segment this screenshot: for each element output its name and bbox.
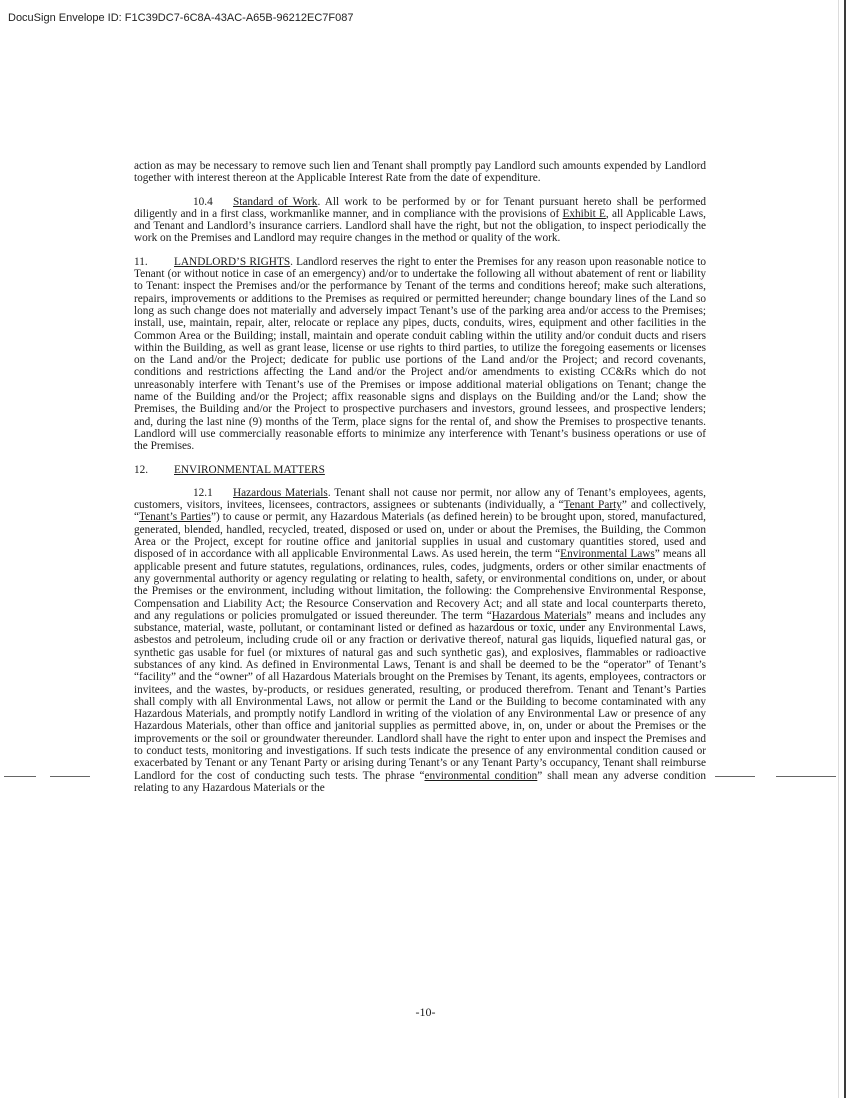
section-title: Hazardous Materials [233,486,328,499]
margin-rule [844,0,846,1098]
exhibit-reference: Exhibit E [562,207,606,220]
section-text: ” shall mean any adverse condition relating to any Hazardous Materials or the [134,769,707,794]
envelope-id: DocuSign Envelope ID: F1C39DC7-6C8A-43AC-A65B-96212EC7F087 [8,12,354,24]
section-text: . All work to be performed by or for Tenant pursuant hereto shall be performed diligently and in a first class, workmanlike manner, and in compliance with the provisions of [134,195,706,220]
section-text: . Landlord reserves the right to enter the Premises for any reason upon reasonable notice to Tenant (or without notice in case of an emergency) and/or to undertake the following all without abatement of rent or liability to Tenant: inspect the Premises and/or the performance by Tenant of the terms and conditions hereof; make such alterations, repairs, improvements or additions to the Premises as required or permitted hereunder; change boundary lines of the Land so long as such change does not materially and adversely impact Tenant’s use of the parking area and/or access to the Premises; install, use, maintain, repair, alter, relocate or replace any pipes, ducts, conduits, wires, equipment and other facilities in the Common Area or the Building; install, maintain and operate conduit cabling within the utility and/or conduit ducts and risers within the Building, as well as grant lease, license or use rights to third parties, to utilize the foregoing easements or licenses on the Land and/or the Project; dedicate for public use portions of the Land and/or the Project; and record covenants, conditions and restrictions affecting the Land and/or the Project and/or amendments to existing CC&Rs which do not unreasonably interfere with Tenant’s use of the Premises or impose additional material obligations on Tenant; change the name of the Building and/or the Project; affix reasonable signs and displays on the Building and/or the Land; show the Premises, the Building and/or the Project to prospective purchasers and investors, ground lessees, and prospective lenders; and, during the last nine (9) months of the Term, place signs for the rental of, and show the Premises to prospective tenants. Landlord will use commercially reasonable efforts to minimize any interference with Tenant’s business operations or use of the Premises. [134,255,706,453]
section-number: 12. [134,463,149,476]
fold-mark-left [4,776,36,777]
defined-term: environmental condition [424,769,538,782]
document-page [134,160,706,805]
section-text: ” and collectively, “ [134,499,707,524]
section-title: ENVIRONMENTAL MATTERS [174,463,325,476]
section-12-1 [134,487,706,794]
continuation-paragraph: action as may be necessary to remove such lien and Tenant shall promptly pay Landlord such amounts expended by Landlord together with interest thereon at the Applicable Interest Rate from the date of expenditure. [134,160,706,185]
margin-rule-faint [838,0,839,1098]
section-number: 10.4 [193,195,213,208]
fold-mark-left-2 [50,776,90,777]
defined-term: Environmental Laws [560,548,655,561]
defined-term: Hazardous Materials [491,609,587,622]
section-text: ” means all applicable present and future statutes, regulations, ordinances, rules, codes, judgments, orders or other similar enactments of any governmental authority or agency regulating or relating to health, safety, or environmental conditions on, under, or about the Premises or the environment, including without limitation, the following: the Comprehensive Environmental Response, Compensation and Liability Act; the Resource Conservation and Recovery Act; and all state and local counterparts thereto, and any regulations or policies promulgated or issued thereunder. The term “ [134,548,706,622]
section-10-4 [134,196,706,245]
section-text: ” means and includes any substance, material, waste, pollutant, or contaminant listed or defined as hazardous or toxic, under any Environmental Laws, asbestos and petroleum, including crude oil or any fraction or derivative thereof, natural gas liquids, liquefied natural gas, or synthetic gas usable for fuel (or mixtures of natural gas and such synthetic gas), and explosives, flammables or radioactive substances of any kind. As defined in Environmental Laws, Tenant is and shall be deemed to be the “operator” of Tenant’s “facility” and the “owner” of all Hazardous Materials brought on the Premises by Tenant, its agents, employees, contractors or invitees, and the wastes, by-products, or residues generated, resulting, or produced therefrom. Tenant and Tenant’s Parties shall comply with all Environmental Laws, not allow or permit the Land or the Building to become contaminated with any Hazardous Materials, and promptly notify Landlord in writing of the violation of any Environmental Law or presence of any Hazardous Materials, other than office and janitorial supplies as permitted above, in, on, under or about the Premises or the improvements or the soil or groundwater thereunder. Landlord shall have the right to enter upon and inspect the Premises and to conduct tests, monitoring and investigations. If such tests indicate the presence of any environmental condition caused or exacerbated by Tenant or any Tenant Party or arising during Tenant’s or any Tenant Party’s occupancy, Tenant shall reimburse Landlord for the cost of conducting such tests. The phrase “ [134,609,706,782]
section-number: 11. [134,255,148,268]
section-11 [134,256,706,453]
section-title: LANDLORD’S RIGHTS [174,255,291,268]
section-12-heading [134,464,706,476]
fold-mark-right [715,776,755,777]
page-number: -10- [415,1005,436,1019]
section-text: , all Applicable Laws, and Tenant and Landlord’s insurance carriers. Landlord shall have the right, but not the obligation, to inspect periodically the work on the Premises and Landlord may require changes in the method or quality of the work. [134,207,706,245]
fold-mark-right-2 [776,776,836,777]
section-text: ”) to cause or permit, any Hazardous Materials (as defined herein) to be brought upon, stored, manufactured, generated, blended, handled, recycled, treated, disposed or used on, under or about the Premises, the Building, the Common Area or the Project, except for routine office and janitorial supplies in usual and customary quantities stored, used and disposed of in accordance with all applicable Environmental Laws. As used herein, the term “ [134,511,706,561]
section-title: Standard of Work [233,195,318,208]
defined-term: Tenant Party [563,499,622,512]
section-text: . Tenant shall not cause nor permit, nor allow any of Tenant’s employees, agents, customers, visitors, invitees, licensees, contractors, assignees or subtenants (individually, a “ [134,486,706,512]
section-number: 12.1 [193,486,213,499]
defined-term: Tenant’s Parties [139,511,211,524]
